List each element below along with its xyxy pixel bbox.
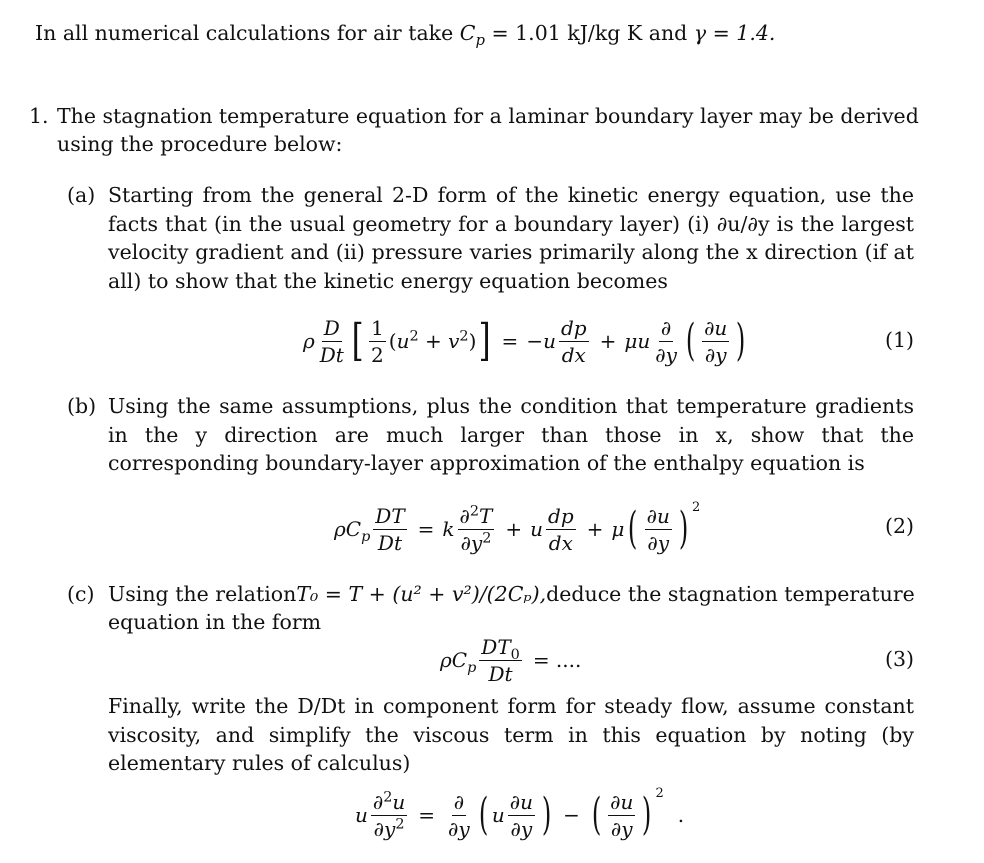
part-c-line1 — [108, 580, 914, 608]
gamma-value: γ = 1.4. — [693, 21, 776, 45]
part-a-label: (a) — [67, 183, 96, 207]
part-c-final-text: Finally, write the D/Dt in component form for steady flow, assume constant viscosity, and simplify the viscous term in this equation by noting (by elementary rules of calculus) — [108, 694, 914, 776]
part-c-label: (c) — [67, 582, 95, 606]
intro-line — [35, 19, 776, 50]
eq-2-number: (2) — [885, 514, 915, 538]
part-c-line1-b: deduce the stagnation temperature — [546, 582, 915, 606]
cp-subscript: p — [475, 32, 485, 50]
part-b-label: (b) — [67, 394, 97, 418]
part-c-line2: equation in the form — [108, 610, 322, 634]
part-a-text: Starting from the general 2-D form of the kinetic energy equation, use the facts that (in the usual geometry for a boundary layer) (i) ∂u/∂y is the largest velocity gradient and (ii) pressure varies primarily along the x direction (if at all) to show that the kinetic energy equation becomes — [108, 183, 914, 293]
q1-line2: using the procedure below: — [57, 132, 343, 156]
equation-3: $\rho C_p$ $\frac{DT_0}{Dt}$ = .... — [440, 634, 582, 686]
intro-text: In all numerical calculations for air take — [35, 21, 454, 45]
cp-symbol: C — [459, 21, 476, 45]
eq-3-number: (3) — [885, 647, 915, 671]
part-b-text: Using the same assumptions, plus the condition that temperature gradients in the y direction are much larger than those in x, show that the corresponding boundary-layer approximation of the enthalpy equation is — [108, 394, 914, 476]
eq-3-rhs: = .... — [532, 648, 582, 672]
equation-1: ρ $\frac{D}{Dt}$ [ $\frac{1}{2}$ $(u^2 + v^2)$ ] = −u $\frac{dp}{dx}$ + μu $\frac{\partial}{\partial y}$ ( $\frac{\partial u}{\partial y}$ ) — [303, 315, 746, 367]
stagnation-relation: T₀ = T + (u² + v²)/(2Cₚ), — [296, 582, 547, 606]
eq-1-number: (1) — [885, 328, 915, 352]
equation-2: $\rho C_p$ $\frac{DT}{Dt}$ = k $\frac{\partial^2T}{\partial y^2}$ + u $\frac{dp}{dx}$ + μ ( $\frac{\partial u}{\partial y}$ ) 2 — [334, 499, 701, 555]
q1-number: 1. — [29, 104, 49, 128]
part-c-line1-a: Using the relation — [108, 582, 297, 606]
cp-value: = 1.01 kJ/kg K and — [491, 21, 688, 45]
equation-identity: u $\frac{\partial^2u}{\partial y^2}$ = $\frac{\partial}{\partial y}$ ( u $\frac{\partial u}{\partial y}$ ) − ( $\frac{\partial u}{\partial y}$ ) 2 . — [355, 785, 685, 841]
q1-line1: The stagnation temperature equation for a laminar boundary layer may be derived — [57, 104, 919, 128]
